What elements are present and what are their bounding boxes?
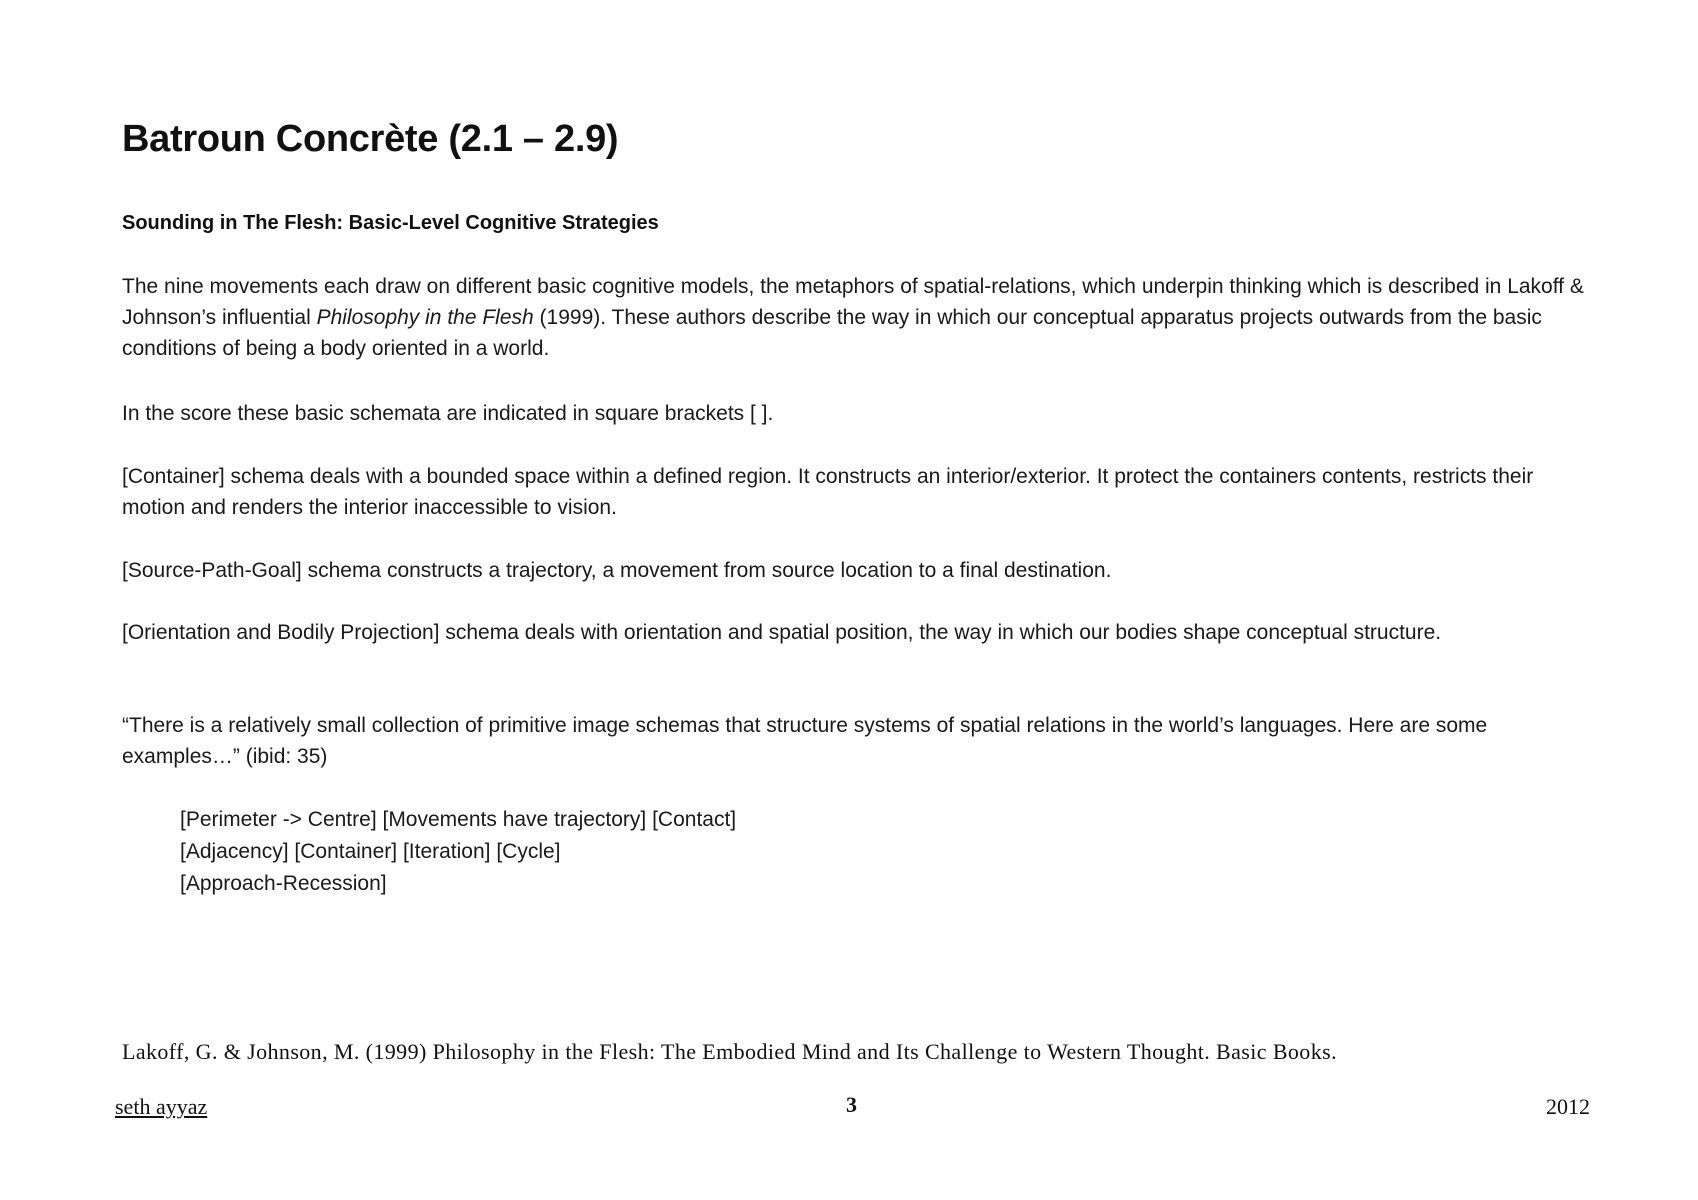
book-title-italic: Philosophy in the Flesh: [316, 306, 534, 329]
footer-year: 2012: [1546, 1094, 1590, 1119]
page-number: 3: [846, 1092, 857, 1117]
quote-paragraph: “There is a relatively small collection of primitive image schemas that structure systems of spatial relations in the world’s languages. Here are some examples…” (ibid: 35): [122, 714, 1488, 768]
schemata-note-paragraph: In the score these basic schemata are indicated in square brackets [ ].: [122, 402, 774, 425]
schema-line: [Perimeter -> Centre] [Movements have trajectory] [Contact]: [180, 808, 737, 831]
page-title: Batroun Concrète (2.1 – 2.9): [122, 118, 619, 160]
schema-line: [Adjacency] [Container] [Iteration] [Cycle]: [180, 840, 561, 863]
intro-paragraph: [122, 271, 1602, 364]
orientation-schema-paragraph: [Orientation and Bodily Projection] schema deals with orientation and spatial position, the way in which our bodies shape conceptual structure.: [122, 621, 1442, 644]
section-subtitle: Sounding in The Flesh: Basic-Level Cognitive Strategies: [122, 212, 659, 234]
bibliography-reference: Lakoff, G. & Johnson, M. (1999) Philosophy in the Flesh: The Embodied Mind and Its Challenge to Western Thought. Basic Books.: [122, 1039, 1337, 1064]
schema-examples-list: [180, 804, 736, 900]
schema-line: [Approach-Recession]: [180, 872, 387, 895]
container-schema-paragraph: [Container] schema deals with a bounded space within a defined region. It constructs an interior/exterior. It protect the containers contents, restricts their motion and renders the interior inaccessible to vision.: [122, 465, 1534, 519]
footer-author: seth ayyaz: [115, 1094, 208, 1119]
intro-text-end: (1999). These authors describe the way in which our conceptual apparatus projects outwards from the basic conditions of being a body oriented in a world.: [122, 306, 1542, 360]
source-path-goal-paragraph: [Source-Path-Goal] schema constructs a trajectory, a movement from source location to a final destination.: [122, 559, 1112, 582]
intro-text-start: The nine movements each draw on different basic cognitive models, the metaphors of spatial-relations, which underpin thinking which is described in Lakoff & Johnson’s influential: [122, 275, 1584, 329]
